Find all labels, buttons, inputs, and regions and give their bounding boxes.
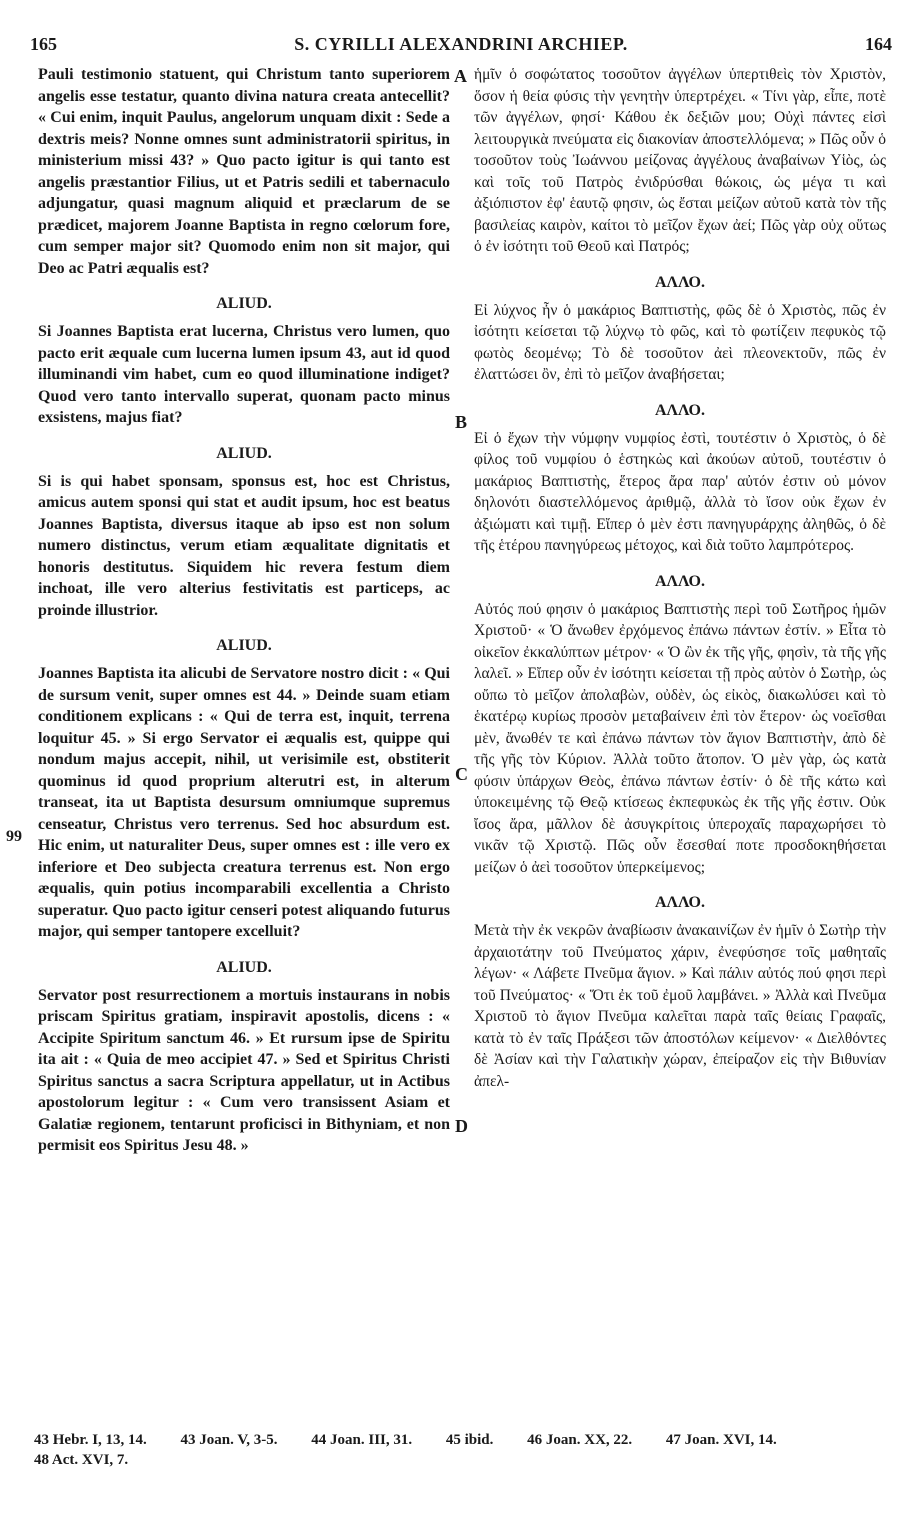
greek-section-heading: ΑΛΛΟ. bbox=[654, 894, 705, 911]
margin-mark-d: D bbox=[455, 1116, 468, 1136]
latin-section bbox=[38, 443, 450, 622]
greek-paragraph: Εἰ λύχνος ἦν ὁ μακάριος Βαπτιστὴς, φῶς δὲ ὁ Χριστὸς, πῶς ἐν ἰσότητι κείσεται τῷ λύχνῳ τὸ φῶς, καὶ τὸ φωτίζειν πεφυκὸς τῷ φωτὸς δεομένῳ; Τὸ δὲ τοσοῦτον ἀεὶ πλεονεκτοῦν, πῶς ἐν ἐλαττώσει ὂν, ἐπὶ τὸ μεῖζον ἀναβήσεται; bbox=[474, 301, 886, 383]
greek-section bbox=[474, 400, 886, 557]
latin-section bbox=[38, 635, 450, 943]
latin-section-heading: ALIUD. bbox=[216, 958, 272, 976]
greek-section-heading: ΑΛΛΟ. bbox=[654, 572, 705, 590]
greek-section-heading: ΑΛΛΟ. bbox=[654, 273, 705, 291]
latin-paragraph: Pauli testimonio statuent, qui Christum tanto superiorem angelis esse testatur, quanto divina natura creata antecellit? « Cui enim, inquit Paulus, angelorum unquam dixit : Sede a dextris meis? Nonne omnes sunt administratorii spiritus, in ministerium missi 43? » Quo pacto igitur is qui tanto est angelis præstantior Filius, ut et Patris sedili et tabernaculo adjungatur, quasi magnum aliquid et præclarum de se prædicet, majorem Joanne Baptista in regno cœlorum fore, cum semper major sit? Quomodo enim non sit major, qui Deo ac Patri æqualis est? bbox=[38, 66, 450, 277]
latin-section-heading: ALIUD. bbox=[216, 637, 272, 654]
footnote: 47 Joan. XVI, 14. bbox=[665, 1432, 777, 1448]
latin-section-heading: ALIUD. bbox=[216, 295, 272, 312]
margin-mark-a: A bbox=[454, 66, 467, 86]
greek-column bbox=[474, 64, 886, 1106]
latin-column bbox=[38, 64, 450, 1171]
greek-section bbox=[474, 892, 886, 1092]
latin-section bbox=[38, 293, 450, 429]
margin-mark-c: C bbox=[455, 764, 468, 784]
greek-paragraph: Αὐτός πού φησιν ὁ μακάριος Βαπτιστὴς περὶ τοῦ Σωτῆρος ἡμῶν Χριστοῦ· « Ὁ ἄνωθεν ἐρχόμενος ἐπάνω πάντων ἐστίν. » Εἶτα τὸ οἰκεῖον ἐκκαλύπτων μέτρον· « Ὁ ὢν ἐκ τῆς γῆς, φησὶν, τὰ τῆς γῆς λαλεῖ. » Εἴπερ οὖν ἐν ἰσότητι κείσεται τῇ πρὸς αὐτὸν ὁ Σωτὴρ, ὡς οὔπω τὸ μεῖζον ἀπολαβὼν, οὐδὲν, ὡς εἰκὸς, διακωλύσει καὶ τὸ ἑκατέρῳ κυρίως προσὸν μεταβαίνειν ἐπὶ τὸν ἕτερον· ὡς νοεῖσθαι μὲν, ἄνωθέν τε καὶ ἐπάνω πάντων τὸν ἅγιον Βαπτιστὴν, ἀπὸ δὲ τῆς γῆς τὸν Κύριον. Ἀλλὰ τοῦτο ἄτοπον. Ὁ μὲν γὰρ, ὡς κατὰ φύσιν ὑπάρχων Θεὸς, ἐπάνω πάντων ἐστίν· ὁ δὲ τῆς κάτω καὶ ὑποκειμένης τῷ Θεῷ κτίσεως ἐκπεφυκὼς ἐκ τῆς γῆς ἐστιν. Οὐκ ἴσος ἄρα, μᾶλλον δὲ ἀσυγκρίτοις ὑπεροχαῖς παραχωρήσει τὸ νικᾶν τῷ Χριστῷ. Πῶς οὖν ἔσεσθαί ποτε προσδοκηθήσεται μείζων ὁ ἀεὶ τοσοῦτον ὑπερκείμενος; bbox=[474, 600, 886, 876]
greek-section bbox=[474, 571, 886, 879]
footnote: 43 Hebr. I, 13, 14. bbox=[34, 1432, 147, 1448]
greek-paragraph: Εἰ ὁ ἔχων τὴν νύμφην νυμφίος ἐστὶ, τουτέστιν ὁ Χριστὸς, ὁ δὲ φίλος τοῦ νυμφίου ὁ ἑστηκὼς καὶ ἀκούων αὐτοῦ, τουτέστιν ὁ μακάριος Βαπτιστὴς, ἕτερος ἄρα παρ' αὐτόν ἐστιν οὐ μόνον δηλονότι διαστελλόμενος ἀριθμῷ, ἀλλὰ τὸ ἴσον οὐκ ἔχων ἐν ἀξιώματι καὶ τιμῇ. Εἴπερ ὁ μὲν ἐστι πανηγυράρχης ἀληθῶς, ὁ δὲ τῆς ἑτέρου πανηγύρεως μέτοχος, καὶ διὰ τοῦτο λαμπρότερος. bbox=[474, 429, 886, 554]
greek-section-heading: ΑΛΛΟ. bbox=[654, 401, 705, 419]
footnote: 46 Joan. XX, 22. bbox=[527, 1432, 633, 1448]
latin-paragraph: Joannes Baptista ita alicubi de Servatore nostro dicit : « Qui de sursum venit, super omnes est 44. » Deinde suam etiam conditionem explicans : « Qui de terra est, inquit, terrena loquitur 45. » Si ergo Servator ei æqualis est, quippe qui nondum majus accepit, nihil, ut verisimile est, obstiterit quominus id quod proprium alterutri est, in alterum transeat, ita ut Baptista desursum omniumque supremus censeatur, Christus vero terrenus. Sed hoc absurdum est. Hic enim, ut naturaliter Deus, super omnes est : ille vero ex inferiore et Deo subjecta creatura terrenus est. Non ergo æqualis, quin potius incomparabili excellentia a Christo superatur. Quo pacto igitur censeri potest aliquando futurus major, qui semper tantopere excelluit? bbox=[38, 665, 450, 940]
footnotes bbox=[34, 1430, 894, 1470]
footnote: 44 Joan. III, 31. bbox=[311, 1432, 413, 1448]
latin-paragraph: Si Joannes Baptista erat lucerna, Christus vero lumen, quo pacto erit æquale cum lucerna lumen ipsum 43, aut id quod illuminandi vim habet, cum eo quod illuminatione indiget? Quod vero tanto intervallo superat, quonam pacto minus exsistens, majus fiat? bbox=[38, 323, 450, 426]
greek-paragraph: Μετὰ τὴν ἐκ νεκρῶν ἀναβίωσιν ἀνακαινίζων ἐν ἡμῖν ὁ Σωτὴρ τὴν ἀρχαιοτάτην τοῦ Πνεύματος χάριν, ἐνεφύσησε τοῖς μαθηταῖς λέγων· « Λάβετε Πνεῦμα ἅγιον. » Καὶ πάλιν αὐτός πού φησι περὶ τοῦ Πνεύματος· « Ὅτι ἐκ τοῦ ἐμοῦ λαμβάνει. » Ἀλλὰ καὶ Πνεῦμα Χριστοῦ τὸ ἅγιον Πνεῦμα καλεῖται παρὰ ταῖς θείαις Γραφαῖς, κατὰ τὸ ἐν ταῖς Πράξεσι τῶν ἀποστόλων κείμενον· « Διελθόντες δὲ Ἀσίαν καὶ τὴν Γαλατικὴν χώραν, ἐπείραζον εἰς τὴν Βιθυνίαν ἀπελ- bbox=[474, 922, 886, 1090]
footnote: 43 Joan. V, 3-5. bbox=[180, 1432, 278, 1448]
greek-paragraph: ἡμῖν ὁ σοφώτατος τοσοῦτον ἀγγέλων ὑπερτιθεὶς τὸν Χριστὸν, ὅσον ἡ θεία φύσις τὴν γενητὴν ὑπερτρέχει. « Τίνι γὰρ, εἶπε, ποτὲ τῶν ἀγγέλων, φησί· Κάθου ἐκ δεξιῶν μου; Οὐχὶ πάντες εἰσὶ λειτουργικὰ πνεύματα εἰς διακονίαν ἀποστελλόμενα; » Πῶς οὖν ὁ τοσοῦτον τοὺς Ἰωάννου μείζονας ἀγγέλους ἀναβαίνων Υἱὸς, ὡς καὶ τοῖς τοῦ Πατρὸς ἐνιδρύσθαι θώκοις, ὡς μέγα τι καὶ ἀξιόπιστον ἐφ' ἑαυτῷ φησιν, ὡς ἔσται μείζων αὐτοῦ κατὰ τὸν τῆς βασιλείας καιρὸν, καίτοι τὸ μεῖζον ἔχων ἀεί; Πῶς γὰρ οὐχ οὕτως ὁ ἐν ἰσότητι τοῦ Θεοῦ καὶ Πατρός; bbox=[474, 66, 886, 255]
footnote: 45 ibid. bbox=[445, 1432, 494, 1448]
page-number-right: 164 bbox=[865, 34, 892, 54]
latin-section bbox=[38, 64, 450, 279]
latin-paragraph: Servator post resurrectionem a mortuis instaurans in nobis priscam Spiritus gratiam, inspiravit apostolis, dicens : « Accipite Spiritum sanctum 46. » Et rursum ipse de Spiritu ita ait : « Quia de meo accipiet 47. » Sed et Spiritus Christi Spiritus sanctus a sacra Scriptura appellatur, ut in Actibus apostolorum legitur : « Cum vero transissent Asiam et Galatiæ regionem, tentarunt proficisci in Bithyniam, et non permisit eos Spiritus Jesu 48. » bbox=[38, 986, 450, 1154]
page-number-left: 165 bbox=[30, 34, 57, 54]
latin-paragraph: Si is qui habet sponsam, sponsus est, hoc est Christus, amicus autem sponsi qui stat et audit ipsum, hoc est beatus Joannes Baptista, diversus itaque ab ipso est non solum numero distinctus, verum etiam æqualitate dignitatis et honoris destitutus. Siquidem hic revera festum diem inchoat, ille vero alterius festivitatis est particeps, ac proinde illustrior. bbox=[38, 472, 450, 619]
original-page-number: 99 bbox=[6, 828, 22, 845]
footnote: 48 Act. XVI, 7. bbox=[34, 1452, 129, 1468]
latin-section-heading: ALIUD. bbox=[216, 444, 272, 462]
greek-section bbox=[474, 64, 886, 258]
margin-mark-b: B bbox=[455, 412, 468, 432]
running-title: S. CYRILLI ALEXANDRINI ARCHIEP. bbox=[294, 34, 628, 54]
greek-section bbox=[474, 272, 886, 386]
latin-section bbox=[38, 957, 450, 1157]
